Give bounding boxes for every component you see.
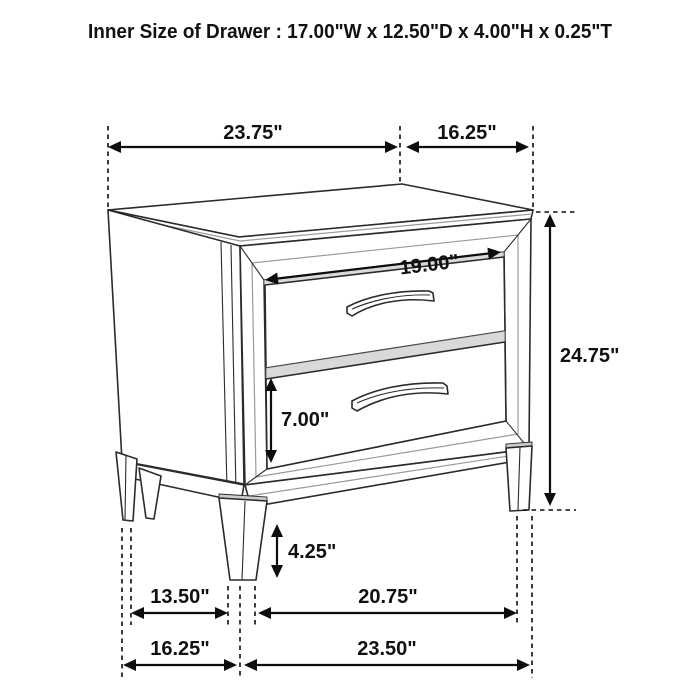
rear-left-leg [116,452,137,521]
dim-overall-width [244,638,530,671]
rear-left-leg-bracket [139,468,161,519]
dim-front-leg-spacing-label: 20.75" [358,586,418,608]
dim-front-leg-spacing [258,586,517,619]
dim-overall-width-label: 23.50" [357,638,417,660]
dim-overall-depth [123,638,237,671]
dim-top-width [108,122,398,153]
dim-top-depth-label: 16.25" [437,122,497,144]
dim-overall-height [523,212,620,510]
dim-side-leg-spacing-label: 13.50" [150,586,210,608]
dim-leg-height-label: 4.25" [288,541,337,563]
dim-drawer-width-label: 19.00" [398,250,461,280]
dim-side-leg-spacing [131,586,228,619]
diagram-title: Inner Size of Drawer : 17.00"W x 12.50"D x 4.00"H x 0.25"T [88,21,612,43]
dim-top-depth [406,122,529,153]
dim-overall-depth-label: 16.25" [150,638,210,660]
dim-drawer-height-label: 7.00" [281,409,330,431]
furniture-drawing [108,184,533,580]
dim-leg-height [271,524,336,578]
dim-overall-height-label: 24.75" [560,345,620,367]
dim-top-width-label: 23.75" [223,122,283,144]
